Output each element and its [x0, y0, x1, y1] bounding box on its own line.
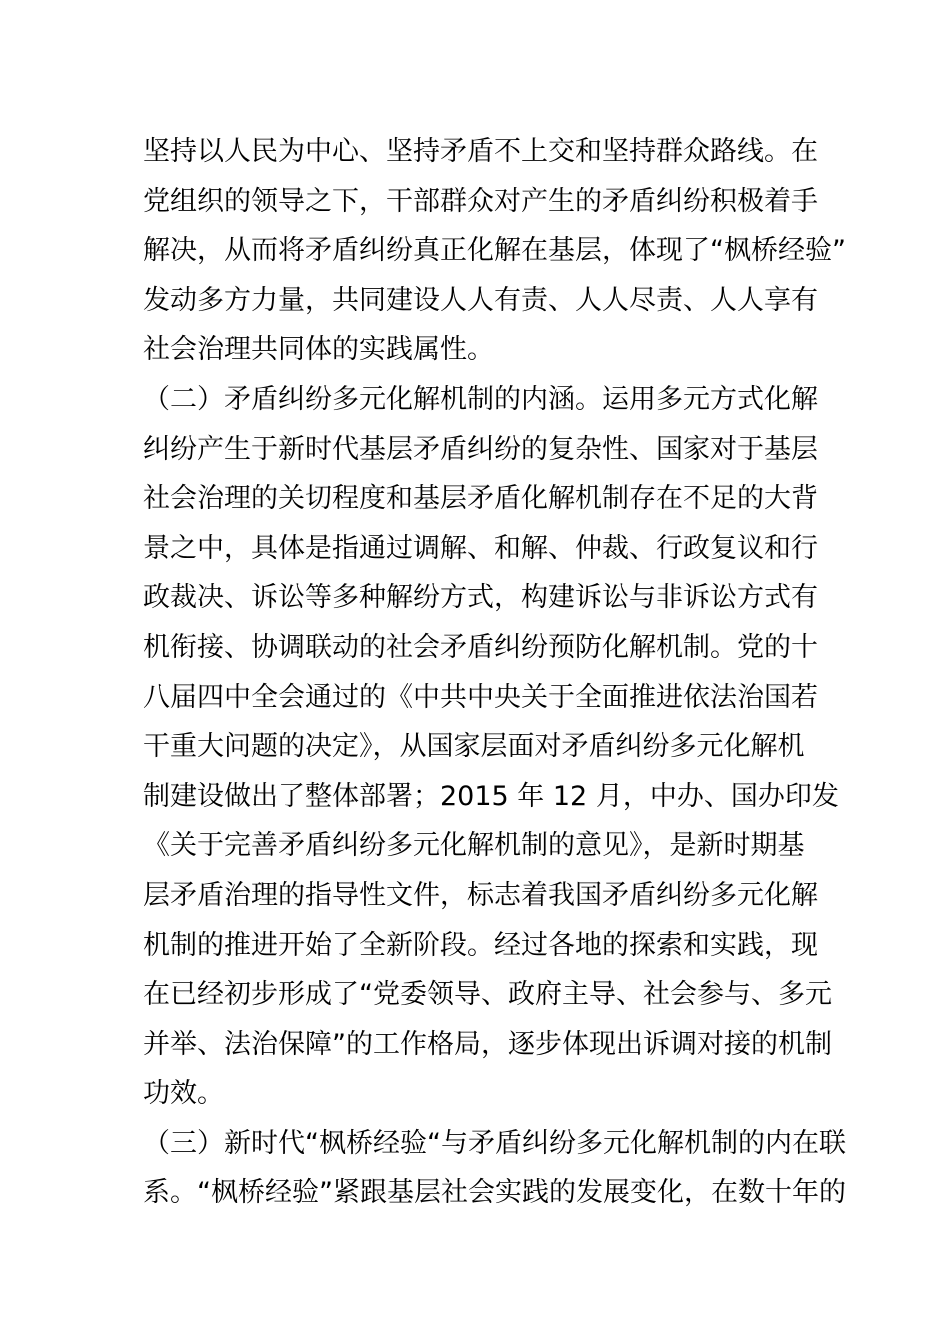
- text-line: 层矛盾治理的指导性文件，标志着我国矛盾纠纷多元化解: [143, 879, 818, 911]
- text-line: 社会治理共同体的实践属性。: [143, 334, 494, 366]
- text-line: 《关于完善矛盾纠纷多元化解机制的意见》，是新时期基: [143, 830, 805, 862]
- text-line: 机衔接、协调联动的社会矛盾纠纷预防化解机制。党的十: [143, 631, 818, 663]
- text-line: 制建设做出了整体部署；2015 年 12 月，中办、国办印发: [143, 780, 839, 812]
- text-line: 发动多方力量，共同建设人人有责、人人尽责、人人享有: [143, 284, 818, 316]
- text-line: 在已经初步形成了“党委领导、政府主导、社会参与、多元: [143, 979, 832, 1011]
- text-line: 功效。: [143, 1078, 224, 1110]
- text-line: 党组织的领导之下，干部群众对产生的矛盾纠纷积极着手: [143, 185, 818, 217]
- section-heading-line: （二）矛盾纠纷多元化解机制的内涵。运用多元方式化解: [143, 383, 818, 415]
- text-line: 系。“枫桥经验”紧跟基层社会实践的发展变化，在数十年的: [143, 1177, 846, 1209]
- text-line: 并举、法治保障”的工作格局，逐步体现出诉调对接的机制: [143, 1028, 832, 1060]
- text-line: 干重大问题的决定》，从国家层面对矛盾纠纷多元化解机: [143, 731, 805, 763]
- text-line: 社会治理的关切程度和基层矛盾化解机制存在不足的大背: [143, 483, 818, 515]
- section-heading-line: （三）新时代“枫桥经验“与矛盾纠纷多元化解机制的内在联: [143, 1127, 846, 1159]
- text-line: 八届四中全会通过的《中共中央关于全面推进依法治国若: [143, 681, 818, 713]
- text-line: 坚持以人民为中心、坚持矛盾不上交和坚持群众路线。在: [143, 136, 818, 167]
- text-line: 政裁决、诉讼等多种解纷方式，构建诉讼与非诉讼方式有: [143, 582, 818, 614]
- text-line: 解决，从而将矛盾纠纷真正化解在基层，体现了“枫桥经验”: [143, 235, 846, 267]
- text-line: 景之中，具体是指通过调解、和解、仲裁、行政复议和行: [143, 532, 818, 564]
- text-line: 机制的推进开始了全新阶段。经过各地的探索和实践，现: [143, 929, 818, 961]
- body-text: [143, 127, 846, 1218]
- text-line: 纠纷产生于新时代基层矛盾纠纷的复杂性、国家对于基层: [143, 433, 818, 465]
